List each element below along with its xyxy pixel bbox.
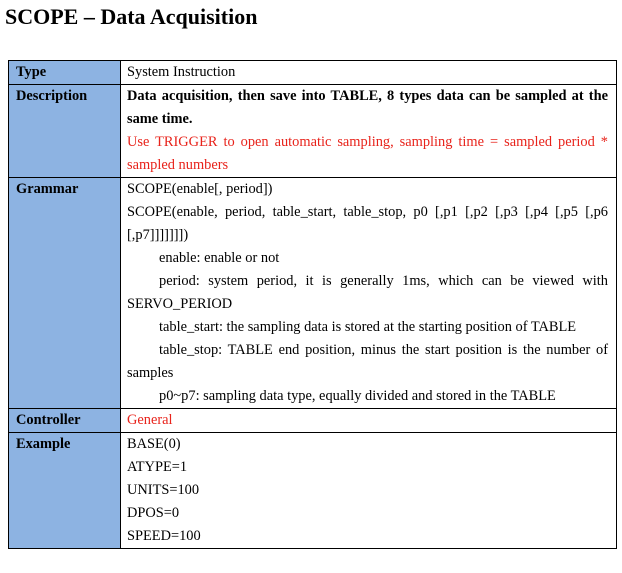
description-trigger-note: Use TRIGGER to open automatic sampling, sampling time = sampled period * sampled numbers — [127, 134, 608, 173]
example-row — [9, 433, 617, 549]
type-row — [9, 61, 617, 85]
description-content — [121, 85, 617, 178]
description-label: Description — [9, 85, 121, 178]
controller-value: General — [121, 409, 617, 433]
description-summary: Data acquisition, then save into TABLE, 8 types data can be sampled at the same time. — [127, 88, 608, 127]
grammar-row — [9, 178, 617, 409]
example-line: BASE(0) — [127, 436, 181, 452]
example-line: ATYPE=1 — [127, 459, 188, 475]
example-line: DPOS=0 — [127, 505, 180, 521]
grammar-param-p0-p7: p0~p7: sampling data type, equally divided and stored in the TABLE — [159, 388, 556, 404]
instruction-spec-table — [8, 60, 617, 549]
page-title: SCOPE – Data Acquisition — [5, 4, 258, 29]
grammar-syntax-short: SCOPE(enable[, period]) — [127, 181, 273, 197]
grammar-param-table-stop: table_stop: TABLE end position, minus the start position is the number of samples — [127, 342, 608, 381]
controller-label: Controller — [9, 409, 121, 433]
grammar-param-table-start: table_start: the sampling data is stored at the starting position of TABLE — [159, 319, 577, 335]
example-label: Example — [9, 433, 121, 549]
grammar-param-enable: enable: enable or not — [159, 250, 280, 266]
controller-row — [9, 409, 617, 433]
grammar-param-period: period: system period, it is generally 1ms, which can be viewed with SERVO_PERIOD — [127, 273, 608, 312]
example-line: UNITS=100 — [127, 482, 200, 498]
grammar-syntax-full: SCOPE(enable, period, table_start, table_stop, p0 [,p1 [,p2 [,p3 [,p4 [,p5 [,p6 [,p7]]]]]]]) — [127, 204, 608, 243]
grammar-content — [121, 178, 617, 409]
example-line: SPEED=100 — [127, 528, 201, 544]
description-row — [9, 85, 617, 178]
type-label: Type — [9, 61, 121, 85]
type-value: System Instruction — [121, 61, 617, 85]
example-content — [121, 433, 617, 549]
grammar-label: Grammar — [9, 178, 121, 409]
